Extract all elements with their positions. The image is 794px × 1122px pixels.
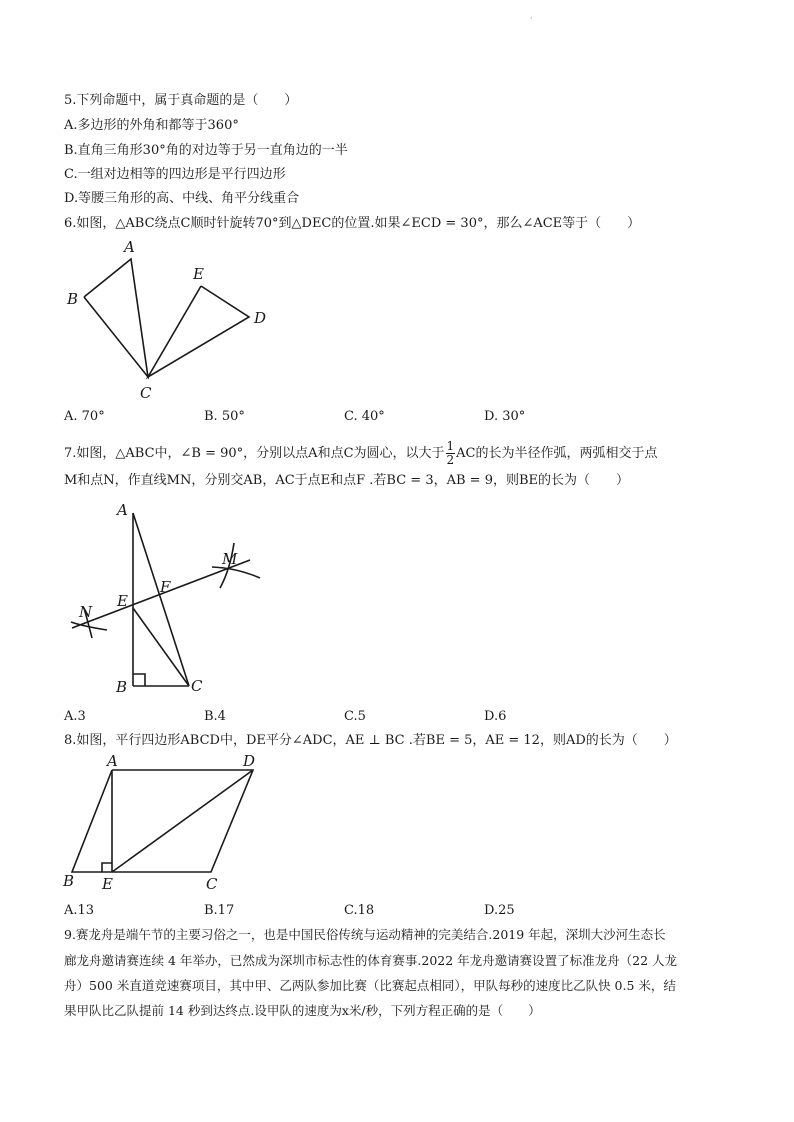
label-m: M xyxy=(222,550,238,568)
q8-stem: 8.如图，平行四边形ABCD中，DE平分∠ADC，AE ⊥ BC .若BE = 5，AE = 12，则AD的长为（ ） xyxy=(64,733,677,748)
q5-option-a: A.多边形的外角和都等于360° xyxy=(64,118,239,133)
q9-line-1: 9.赛龙舟是端午节的主要习俗之一，也是中国民俗传统与运动精神的完美结合.2019 年起，深圳大沙河生态长 xyxy=(64,927,666,942)
q8-option-a: A.13 xyxy=(64,903,95,918)
q5-option-b: B.直角三角形30°角的对边等于另一直角边的一半 xyxy=(64,143,348,158)
q9-line-3: 舟）500 米直道竞速赛项目，其中甲、乙两队参加比赛（比赛起点相同），甲队每秒的速度比乙队快 0.5 米，结 xyxy=(64,978,676,993)
q8-option-b: B.17 xyxy=(204,903,235,918)
q7-option-b: B.4 xyxy=(204,709,226,724)
label-a: A xyxy=(107,752,118,770)
label-f: F xyxy=(160,578,171,596)
triangle-abc xyxy=(84,259,148,377)
label-c: C xyxy=(191,677,203,695)
triangle-dec xyxy=(148,286,249,377)
q6-stem: 6.如图，△ABC绕点C顺时针旋转70°到△DEC的位置.如果∠ECD = 30°，那么∠ACE等于（ ） xyxy=(64,216,641,231)
q7-stem-line1 xyxy=(64,440,658,467)
label-b: B xyxy=(116,678,128,696)
label-b: B xyxy=(67,290,79,308)
q7-stem-part2: AC的长为半径作弧，两弧相交于点 xyxy=(456,446,658,461)
segment-ac xyxy=(133,513,189,686)
q8-option-d: D.25 xyxy=(484,903,515,918)
scan-dot: · xyxy=(530,14,533,23)
parallelogram-abcd xyxy=(72,770,253,872)
right-angle-mark xyxy=(133,674,145,686)
q6-option-b: B. 50° xyxy=(204,409,245,424)
right-angle-mark xyxy=(102,863,112,872)
label-e: E xyxy=(102,875,113,893)
q5-option-d: D.等腰三角形的高、中线、角平分线重合 xyxy=(64,191,300,206)
q6-option-a: A. 70° xyxy=(64,409,105,424)
q5-option-c: C.一组对边相等的四边形是平行四边形 xyxy=(64,167,286,182)
q8-figure xyxy=(60,752,275,892)
fraction-half: $\frac{1}{2}$ xyxy=(446,439,455,467)
label-c: C xyxy=(140,384,152,402)
label-a: A xyxy=(117,501,128,519)
label-b: B xyxy=(63,872,75,890)
label-e: E xyxy=(117,592,128,610)
label-c: C xyxy=(206,875,218,893)
q7-option-c: C.5 xyxy=(344,709,366,724)
q6-option-d: D. 30° xyxy=(484,409,526,424)
q9-line-2: 廊龙舟邀请赛连续 4 年举办，已然成为深圳市标志性的体育赛事.2022 年龙舟邀请赛设置了标准龙舟（22 人龙 xyxy=(64,953,678,968)
q7-stem-line2: M和点N，作直线MN，分别交AB，AC于点E和点F .若BC = 3，AB = 9，则BE的长为（ ） xyxy=(64,473,630,488)
label-a: A xyxy=(124,238,135,256)
label-e: E xyxy=(193,265,204,283)
label-d: D xyxy=(254,309,267,327)
q8-option-c: C.18 xyxy=(344,903,375,918)
q6-figure xyxy=(60,240,290,405)
q7-stem-part1: 7.如图，△ABC中，∠B = 90°，分别以点A和点C为圆心，以大于 xyxy=(64,446,445,461)
q6-option-c: C. 40° xyxy=(344,409,385,424)
label-n: N xyxy=(79,603,93,621)
q7-option-a: A.3 xyxy=(64,709,86,724)
q5-stem: 5.下列命题中，属于真命题的是（ ） xyxy=(64,93,298,108)
q7-figure xyxy=(62,500,272,695)
q7-option-d: D.6 xyxy=(484,709,507,724)
label-d: D xyxy=(243,752,256,770)
q9-line-4: 果甲队比乙队提前 14 秒到达终点.设甲队的速度为x米/秒，下列方程正确的是（ ） xyxy=(64,1003,541,1018)
